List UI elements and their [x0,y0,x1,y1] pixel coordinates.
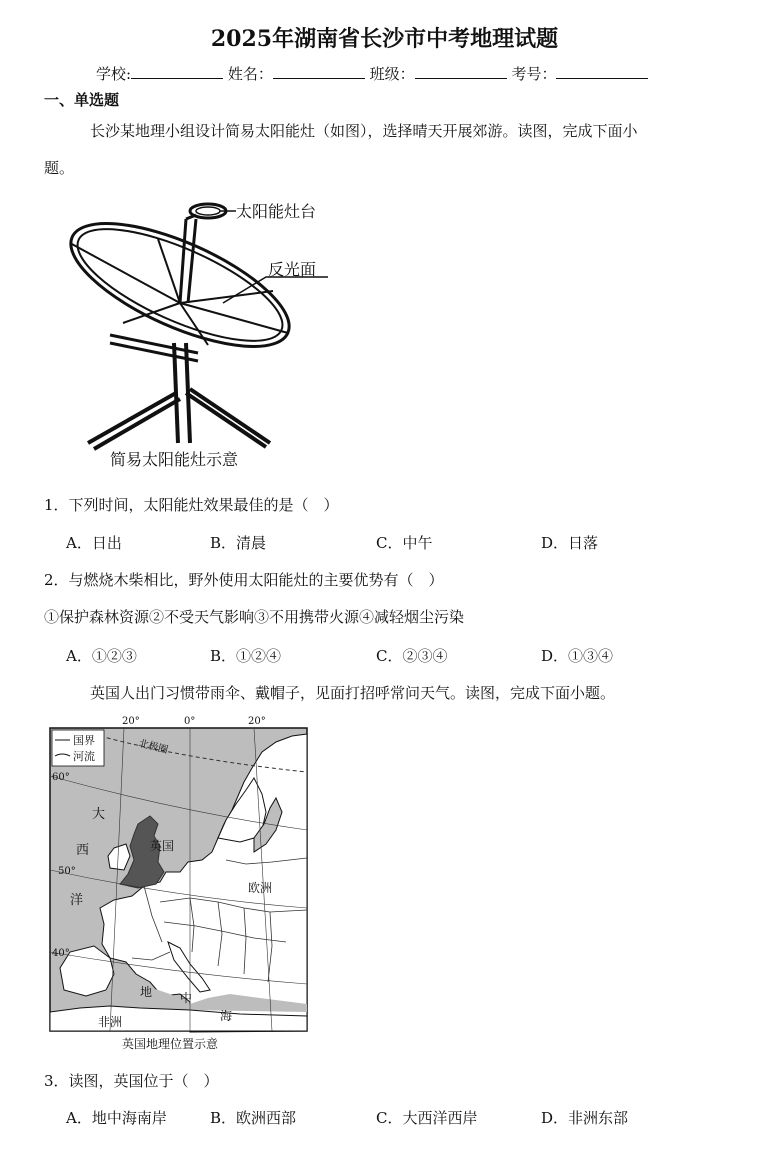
label-africa: 非洲 [98,1015,123,1029]
class-blank[interactable] [415,78,507,79]
legend-river: 河流 [73,750,95,763]
label-zhong: 中 [180,991,193,1005]
q1-stem: 1．下列时间，太阳能灶效果最佳的是（ ） [44,496,339,514]
lat-label-40: 40° [52,948,70,959]
q2-option-b[interactable]: B．①②④ [210,647,282,665]
q1-option-a[interactable]: A．日出 [66,534,122,552]
solar-cooker-figure [48,193,348,473]
q2-option-a[interactable]: A．①②③ [66,647,137,665]
page-title: 2025年湖南省长沙市中考地理试题 [210,26,559,52]
name-blank[interactable] [273,78,365,79]
lat-label-50: 50° [58,866,76,877]
legend-border: 国界 [73,734,95,747]
label-europe: 欧洲 [248,881,273,895]
q1-option-d[interactable]: D．日落 [541,534,599,552]
q2-option-d[interactable]: D．①③④ [541,647,614,665]
label-stove: 太阳能灶台 [236,202,317,221]
q1-option-c[interactable]: C．中午 [376,534,433,552]
q1-option-b[interactable]: B．清晨 [210,534,267,552]
label-xi: 西 [76,843,90,858]
student-info [96,63,648,84]
lon-label-0: 0° [184,716,196,727]
q3-option-d[interactable]: D．非洲东部 [541,1109,629,1127]
label-di: 地 [140,985,153,999]
q2-option-c[interactable]: C．②③④ [376,647,448,665]
label-da: 大 [92,807,106,822]
number-blank[interactable] [556,78,648,79]
q2-stem: 2．与燃烧木柴相比，野外使用太阳能灶的主要优势有（ ） [44,571,444,589]
q3-stem: 3．读图，英国位于（ ） [44,1072,219,1090]
school-blank[interactable] [131,78,223,79]
q3-option-b[interactable]: B．欧洲西部 [210,1109,297,1127]
intro1-line1: 长沙某地理小组设计简易太阳能灶（如图），选择晴天开展郊游。读图，完成下面小 [90,122,638,140]
uk-location-map [40,712,320,1057]
figure1-caption: 简易太阳能灶示意 [110,450,239,469]
q3-option-c[interactable]: C．大西洋西岸 [376,1109,478,1127]
lon-label-w20: 20° [122,716,140,727]
q2-statements: ①保护森林资源②不受天气影响③不用携带火源④减轻烟尘污染 [44,608,465,626]
lon-label-e20: 20° [248,716,266,727]
name-label: 姓名： [227,65,273,83]
class-label: 班级： [369,65,415,83]
arctic-circle-label: 北极圈 [137,738,170,757]
label-uk: 英国 [150,839,175,853]
label-hai: 海 [220,1009,233,1023]
number-label: 考号： [511,65,557,83]
q3-option-a[interactable]: A．地中海南岸 [66,1109,167,1127]
label-reflector: 反光面 [268,260,317,279]
section-heading: 一、单选题 [44,91,120,109]
label-yang: 洋 [70,893,84,908]
map-caption: 英国地理位置示意 [122,1037,219,1051]
intro2: 英国人出门习惯带雨伞、戴帽子，见面打招呼常问天气。读图，完成下面小题。 [90,684,616,702]
school-label: 学校: [96,65,132,83]
intro1-line2: 题。 [44,159,75,177]
lat-label-60: 60° [52,772,70,783]
